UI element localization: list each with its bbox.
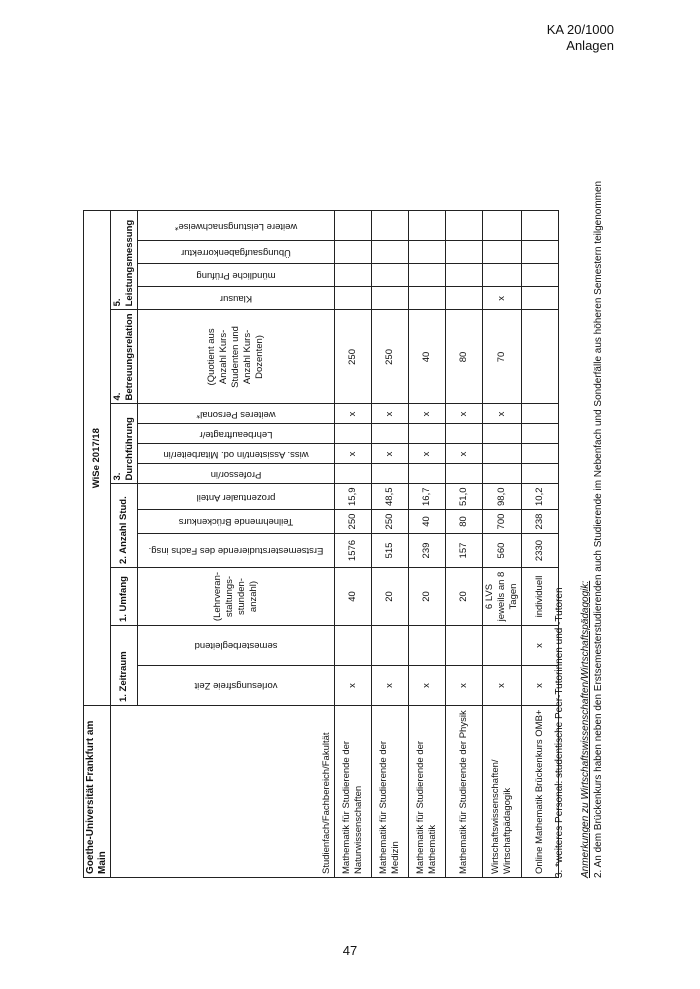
cell-teilnehmende: 700 xyxy=(483,510,522,534)
cell-uebung xyxy=(372,241,409,264)
cell-semesterbegleitend xyxy=(335,626,372,666)
group-durchfuehrung: 3. Durchführung xyxy=(111,404,138,484)
group-anzahl: 2. Anzahl Stud. xyxy=(111,484,138,568)
cell-erstsemester: 1576 xyxy=(335,534,372,568)
institution-name: Goethe-Universität Frankfurt am Main xyxy=(84,706,111,878)
cell-muendlich xyxy=(446,264,483,287)
header-weiteres: weiteres Personal* xyxy=(138,404,335,424)
header-vorlesungsfrei: vorlesungsfreie Zeit xyxy=(138,666,335,706)
cell-vorlesungsfrei: x xyxy=(372,666,409,706)
cell-professor xyxy=(335,464,372,484)
cell-weiteres: x xyxy=(335,404,372,424)
header-klausur: Klausur xyxy=(138,287,335,310)
cell-klausur xyxy=(446,287,483,310)
cell-professor xyxy=(372,464,409,484)
cell-wiss: x xyxy=(372,444,409,464)
subject-column-header: Studienfach/Fachbereich/Fakultät xyxy=(111,706,335,878)
cell-vorlesungsfrei: x xyxy=(409,666,446,706)
cell-prozent: 16,7 xyxy=(409,484,446,510)
header-umfang-note: (Lehrveran-staltungs-stunden-anzahl) xyxy=(138,568,335,626)
cell-prozent: 15,9 xyxy=(335,484,372,510)
cell-teilnehmende: 80 xyxy=(446,510,483,534)
cell-weitere xyxy=(446,211,483,241)
cell-betreuung: 70 xyxy=(483,310,522,404)
cell-subject: Online Mathematik Brückenkurs OMB+ xyxy=(522,706,559,878)
cell-wiss: x xyxy=(335,444,372,464)
table-row xyxy=(372,211,409,878)
cell-uebung xyxy=(483,241,522,264)
cell-weitere xyxy=(409,211,446,241)
rotated-table-page xyxy=(83,68,603,878)
cell-weitere xyxy=(335,211,372,241)
header-lehrbeauftragter: Lehrbeauftragte/r xyxy=(138,424,335,444)
cell-wiss: x xyxy=(409,444,446,464)
cell-betreuung: 40 xyxy=(409,310,446,404)
cell-teilnehmende: 250 xyxy=(335,510,372,534)
table-row xyxy=(446,211,483,878)
cell-teilnehmende: 40 xyxy=(409,510,446,534)
bridge-course-table xyxy=(83,210,559,878)
cell-erstsemester: 515 xyxy=(372,534,409,568)
cell-professor xyxy=(446,464,483,484)
footnote-remarks-title: Anmerkungen zu Wirtschaftswissenschaften/Wirtschaftspädagogik: xyxy=(580,580,591,878)
cell-umfang: 20 xyxy=(409,568,446,626)
cell-teilnehmende: 238 xyxy=(522,510,559,534)
cell-umfang: 40 xyxy=(335,568,372,626)
cell-wiss xyxy=(483,444,522,464)
cell-umfang: 6 LVS jeweils an 8 Tagen xyxy=(483,568,522,626)
header-uebung: Übungsaufgabenkorrektur xyxy=(138,241,335,264)
cell-erstsemester: 157 xyxy=(446,534,483,568)
document-section: Anlagen xyxy=(566,38,614,53)
cell-uebung xyxy=(335,241,372,264)
cell-semesterbegleitend xyxy=(446,626,483,666)
cell-lehrbeauftragter xyxy=(335,424,372,444)
cell-semesterbegleitend xyxy=(409,626,446,666)
cell-prozent: 10,2 xyxy=(522,484,559,510)
cell-subject: Mathematik für Studierende der Physik xyxy=(446,706,483,878)
cell-weiteres: x xyxy=(446,404,483,424)
header-weitere-leistung: weitere Leistungsnachweise* xyxy=(138,211,335,241)
header-prozent: prozentualer Anteil xyxy=(138,484,335,510)
semester-label: WiSe 2017/18 xyxy=(84,211,111,706)
table-body xyxy=(335,211,559,878)
cell-klausur xyxy=(372,287,409,310)
cell-lehrbeauftragter xyxy=(372,424,409,444)
table-row xyxy=(483,211,522,878)
cell-prozent: 98,0 xyxy=(483,484,522,510)
cell-umfang: 20 xyxy=(446,568,483,626)
table-row xyxy=(335,211,372,878)
footnote-remarks-text: 2. An dem Brückenkurs haben neben den Erstsemesterstudierenden auch Studierende im Nebenfach und Sonderfälle aus höheren Semestern teilgenommen xyxy=(593,180,604,878)
header-erstsemester: Erstsemesterstudierende des Fachs insg. xyxy=(138,534,335,568)
cell-professor xyxy=(409,464,446,484)
cell-muendlich xyxy=(483,264,522,287)
cell-muendlich xyxy=(372,264,409,287)
institution-row xyxy=(84,211,111,878)
cell-klausur xyxy=(335,287,372,310)
cell-lehrbeauftragter xyxy=(409,424,446,444)
cell-subject: Mathematik für Studierende der Naturwissenschaften xyxy=(335,706,372,878)
header-semesterbegleitend: semesterbegleitend xyxy=(138,626,335,666)
cell-subject: Mathematik für Studierende der Mathematik xyxy=(409,706,446,878)
table-row xyxy=(409,211,446,878)
cell-muendlich xyxy=(335,264,372,287)
cell-lehrbeauftragter xyxy=(483,424,522,444)
footnotes xyxy=(553,68,605,878)
cell-erstsemester: 560 xyxy=(483,534,522,568)
cell-semesterbegleitend xyxy=(372,626,409,666)
cell-lehrbeauftragter xyxy=(446,424,483,444)
cell-weiteres: x xyxy=(483,404,522,424)
cell-klausur: x xyxy=(483,287,522,310)
cell-weitere xyxy=(372,211,409,241)
cell-vorlesungsfrei: x xyxy=(335,666,372,706)
group-umfang: 1. Umfang xyxy=(111,568,138,626)
cell-vorlesungsfrei: x xyxy=(446,666,483,706)
cell-umfang: individuell xyxy=(522,568,559,626)
cell-semesterbegleitend: x xyxy=(522,626,559,666)
cell-vorlesungsfrei: x xyxy=(483,666,522,706)
document-reference xyxy=(547,22,614,54)
group-leistung: 5. Leistungsmessung xyxy=(111,211,138,310)
cell-prozent: 48,5 xyxy=(372,484,409,510)
header-muendlich: mündliche Prüfung xyxy=(138,264,335,287)
cell-betreuung: 250 xyxy=(372,310,409,404)
group-header-row xyxy=(111,211,138,878)
document-id: KA 20/1000 xyxy=(546,22,614,37)
cell-vorlesungsfrei: x xyxy=(522,666,559,706)
cell-subject: Wirtschaftswissenschaften/ Wirtschaftpädagogik xyxy=(483,706,522,878)
cell-professor xyxy=(483,464,522,484)
cell-teilnehmende: 250 xyxy=(372,510,409,534)
footnote-personal: 3. *weiteres Personal: studentische Peer-Tutorinnen und -Tutoren xyxy=(554,587,565,878)
cell-betreuung: 80 xyxy=(446,310,483,404)
cell-weiteres: x xyxy=(409,404,446,424)
cell-semesterbegleitend xyxy=(483,626,522,666)
cell-erstsemester: 2330 xyxy=(522,534,559,568)
header-betreuung-note: (Quotient aus Anzahl Kurs-Studenten und Anzahl Kurs-Dozenten) xyxy=(138,310,335,404)
group-betreuung: 4. Betreuungsrelation xyxy=(111,310,138,404)
cell-subject: Mathematik für Studierende der Medizin xyxy=(372,706,409,878)
cell-uebung xyxy=(446,241,483,264)
cell-weitere xyxy=(483,211,522,241)
cell-uebung xyxy=(409,241,446,264)
page-number: 47 xyxy=(342,943,358,958)
cell-umfang: 20 xyxy=(372,568,409,626)
cell-erstsemester: 239 xyxy=(409,534,446,568)
header-wiss: wiss. Assistent/in od. Mitarbeiter/in xyxy=(138,444,335,464)
cell-wiss: x xyxy=(446,444,483,464)
group-zeitraum: 1. Zeitraum xyxy=(111,626,138,706)
header-professor: Professor/in xyxy=(138,464,335,484)
cell-klausur xyxy=(409,287,446,310)
cell-prozent: 51,0 xyxy=(446,484,483,510)
cell-weiteres: x xyxy=(372,404,409,424)
cell-muendlich xyxy=(409,264,446,287)
cell-betreuung: 250 xyxy=(335,310,372,404)
header-teilnehmende: Teilnehmende Brückenkurs xyxy=(138,510,335,534)
